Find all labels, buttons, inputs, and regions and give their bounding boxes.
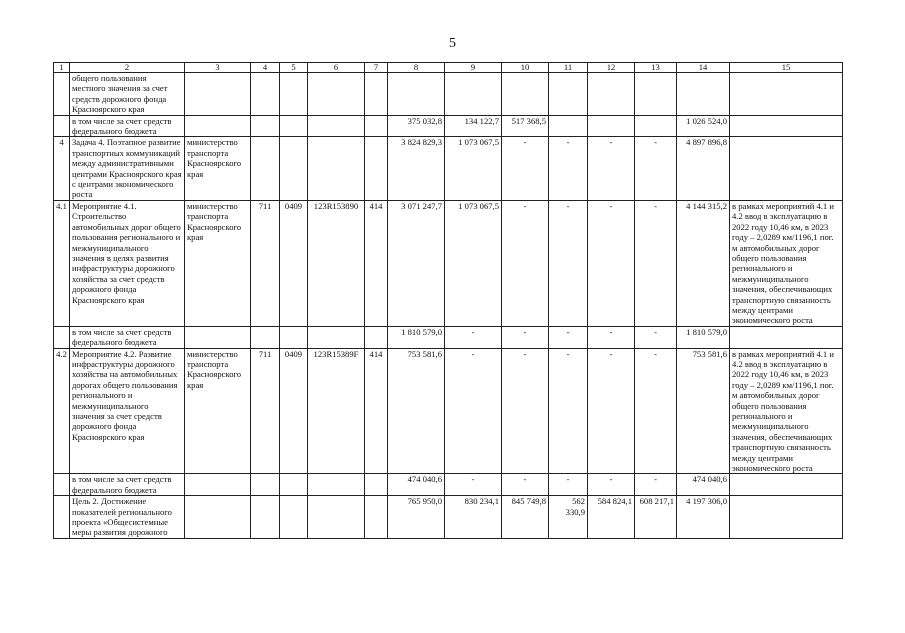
table-cell — [280, 115, 308, 137]
table-cell — [388, 73, 445, 116]
table-cell: в рамках мероприятий 4.1 и 4.2 ввод в эксплуатацию в 2022 году 10,46 км, в 2023 году – 2,0289 км/1196,1 пог. м автомобильных дорог общего пользования регионального и межмуниципального значения, обеспечивающих транспортную связанность между центрами экономического роста — [730, 348, 843, 474]
table-cell: - — [635, 348, 677, 474]
table-cell: 123R15389F — [308, 348, 365, 474]
table-cell — [635, 73, 677, 116]
column-number: 9 — [445, 63, 502, 73]
table-cell: 711 — [251, 200, 280, 326]
table-cell — [588, 115, 635, 137]
table-cell: 4 — [54, 137, 70, 200]
table-cell — [730, 137, 843, 200]
column-number: 15 — [730, 63, 843, 73]
column-number: 8 — [388, 63, 445, 73]
table-cell: - — [549, 348, 588, 474]
table-cell: - — [588, 326, 635, 348]
table-cell: 4 897 896,8 — [677, 137, 730, 200]
table-cell: в рамках мероприятий 4.1 и 4.2 ввод в эксплуатацию в 2022 году 10,46 км, в 2023 году – 2,0289 км/1196,1 пог. м автомобильных дорог общего пользования регионального и межмуниципального значения, обеспечивающих транспортную связанность между центрами экономического роста — [730, 200, 843, 326]
table-cell: 0409 — [280, 348, 308, 474]
table-cell: Цель 2. Достижение показателей регионального проекта «Общесистемные меры развития дорожного — [70, 496, 185, 539]
table-cell — [280, 137, 308, 200]
table-cell: - — [445, 474, 502, 496]
table-cell: - — [502, 326, 549, 348]
table-cell: - — [588, 348, 635, 474]
table-cell — [251, 137, 280, 200]
table-cell: 123R153890 — [308, 200, 365, 326]
column-number: 4 — [251, 63, 280, 73]
column-number: 11 — [549, 63, 588, 73]
column-number: 12 — [588, 63, 635, 73]
table-cell — [185, 474, 251, 496]
table-cell — [365, 326, 388, 348]
table-cell — [549, 115, 588, 137]
table-cell: 474 040,6 — [388, 474, 445, 496]
table-cell: 4 197 306,0 — [677, 496, 730, 539]
table-cell: - — [635, 200, 677, 326]
table-cell: - — [502, 200, 549, 326]
table-cell: - — [588, 200, 635, 326]
table-cell: в том числе за счет средств федерального бюджета — [70, 326, 185, 348]
table-cell — [365, 137, 388, 200]
table-cell — [54, 474, 70, 496]
table-cell — [635, 115, 677, 137]
column-number: 1 — [54, 63, 70, 73]
table-cell: общего пользования местного значения за счет средств дорожного фонда Красноярского края — [70, 73, 185, 116]
table-cell: 375 032,8 — [388, 115, 445, 137]
table-cell: 4.1 — [54, 200, 70, 326]
table-cell — [730, 496, 843, 539]
table-cell — [251, 326, 280, 348]
table-cell — [308, 115, 365, 137]
table-cell: - — [502, 137, 549, 200]
table-cell: 711 — [251, 348, 280, 474]
table-cell — [365, 73, 388, 116]
table-cell — [54, 115, 70, 137]
table-cell: 845 749,8 — [502, 496, 549, 539]
table-cell — [185, 496, 251, 539]
table-cell: министерство транспорта Красноярского края — [185, 348, 251, 474]
table-cell: 0409 — [280, 200, 308, 326]
table-cell — [308, 326, 365, 348]
table-cell: - — [549, 474, 588, 496]
column-number-row — [54, 63, 843, 73]
table-cell: в том числе за счет средств федерального бюджета — [70, 115, 185, 137]
table-cell: 765 950,0 — [388, 496, 445, 539]
table-cell — [280, 474, 308, 496]
table-cell: - — [588, 137, 635, 200]
table-row — [54, 73, 843, 116]
table-cell: - — [549, 200, 588, 326]
table-cell — [308, 496, 365, 539]
table-cell: министерство транспорта Красноярского края — [185, 200, 251, 326]
table-cell — [549, 73, 588, 116]
table-cell — [308, 73, 365, 116]
table-cell — [730, 73, 843, 116]
table-cell: 4 144 315,2 — [677, 200, 730, 326]
column-number: 13 — [635, 63, 677, 73]
table-cell: министерство транспорта Красноярского края — [185, 137, 251, 200]
table-cell: Мероприятие 4.1. Строительство автомобильных дорог общего пользования регионального и межмуниципального значения в целях развития инфраструктуры дорожного хозяйства за счет средств дорожного фонда Красноярского края — [70, 200, 185, 326]
table-cell — [54, 73, 70, 116]
table-cell: 1 810 579,0 — [677, 326, 730, 348]
table-row — [54, 137, 843, 200]
table-cell — [365, 115, 388, 137]
table-cell: - — [445, 348, 502, 474]
table-cell: 474 040,6 — [677, 474, 730, 496]
column-number: 3 — [185, 63, 251, 73]
table-cell — [185, 115, 251, 137]
table-cell — [445, 73, 502, 116]
column-number: 7 — [365, 63, 388, 73]
table-cell — [251, 474, 280, 496]
table-cell: - — [502, 474, 549, 496]
column-number: 2 — [70, 63, 185, 73]
table-cell — [280, 496, 308, 539]
table-cell — [365, 496, 388, 539]
column-number: 5 — [280, 63, 308, 73]
table-cell: - — [549, 326, 588, 348]
column-number: 6 — [308, 63, 365, 73]
page-number: 5 — [449, 36, 456, 51]
table-cell — [280, 73, 308, 116]
table-cell: 3 071 247,7 — [388, 200, 445, 326]
table-cell — [730, 326, 843, 348]
table-cell — [502, 73, 549, 116]
table-cell: 1 073 067,5 — [445, 200, 502, 326]
table-cell: в том числе за счет средств федерального бюджета — [70, 474, 185, 496]
table-cell — [730, 474, 843, 496]
table-cell — [251, 496, 280, 539]
budget-table — [53, 62, 843, 539]
table-cell: 1 073 067,5 — [445, 137, 502, 200]
table-row — [54, 200, 843, 326]
table-cell: 414 — [365, 200, 388, 326]
table-cell — [365, 474, 388, 496]
table-cell — [251, 115, 280, 137]
table-cell — [251, 73, 280, 116]
table-cell: 134 122,7 — [445, 115, 502, 137]
table-cell — [308, 137, 365, 200]
table-cell: 414 — [365, 348, 388, 474]
table-cell — [588, 73, 635, 116]
table-cell: 517 368,5 — [502, 115, 549, 137]
table-cell — [677, 73, 730, 116]
table-row — [54, 326, 843, 348]
table-cell: - — [635, 474, 677, 496]
column-number: 10 — [502, 63, 549, 73]
table-cell — [280, 326, 308, 348]
table-cell — [308, 474, 365, 496]
table-row — [54, 496, 843, 539]
table-cell: - — [549, 137, 588, 200]
table-cell: 753 581,6 — [388, 348, 445, 474]
table-row — [54, 115, 843, 137]
table-cell — [54, 496, 70, 539]
table-cell — [185, 73, 251, 116]
table-cell: 830 234,1 — [445, 496, 502, 539]
table-cell — [54, 326, 70, 348]
table-cell: 4.2 — [54, 348, 70, 474]
table-cell: Задача 4. Поэтапное развитие транспортных коммуникаций между административными центрами Красноярского края с центрами экономического роста — [70, 137, 185, 200]
table-cell: 753 581,6 — [677, 348, 730, 474]
table-row — [54, 474, 843, 496]
table-cell: Мероприятие 4.2. Развитие инфраструктуры дорожного хозяйства на автомобильных дорогах общего пользования регионального и межмуниципального значения за счет средств дорожного фонда Красноярского края — [70, 348, 185, 474]
table-cell: 584 824,1 — [588, 496, 635, 539]
table-cell: 1 810 579,0 — [388, 326, 445, 348]
table-cell: - — [502, 348, 549, 474]
column-number: 14 — [677, 63, 730, 73]
table-cell: - — [635, 137, 677, 200]
table-cell: 608 217,1 — [635, 496, 677, 539]
table-cell: - — [588, 474, 635, 496]
table-cell: 3 824 829,3 — [388, 137, 445, 200]
table-cell: - — [635, 326, 677, 348]
table-cell — [185, 326, 251, 348]
table-cell: - — [445, 326, 502, 348]
table-row — [54, 348, 843, 474]
table-cell: 1 026 524,0 — [677, 115, 730, 137]
table-cell — [730, 115, 843, 137]
table-cell: 562 330,9 — [549, 496, 588, 539]
